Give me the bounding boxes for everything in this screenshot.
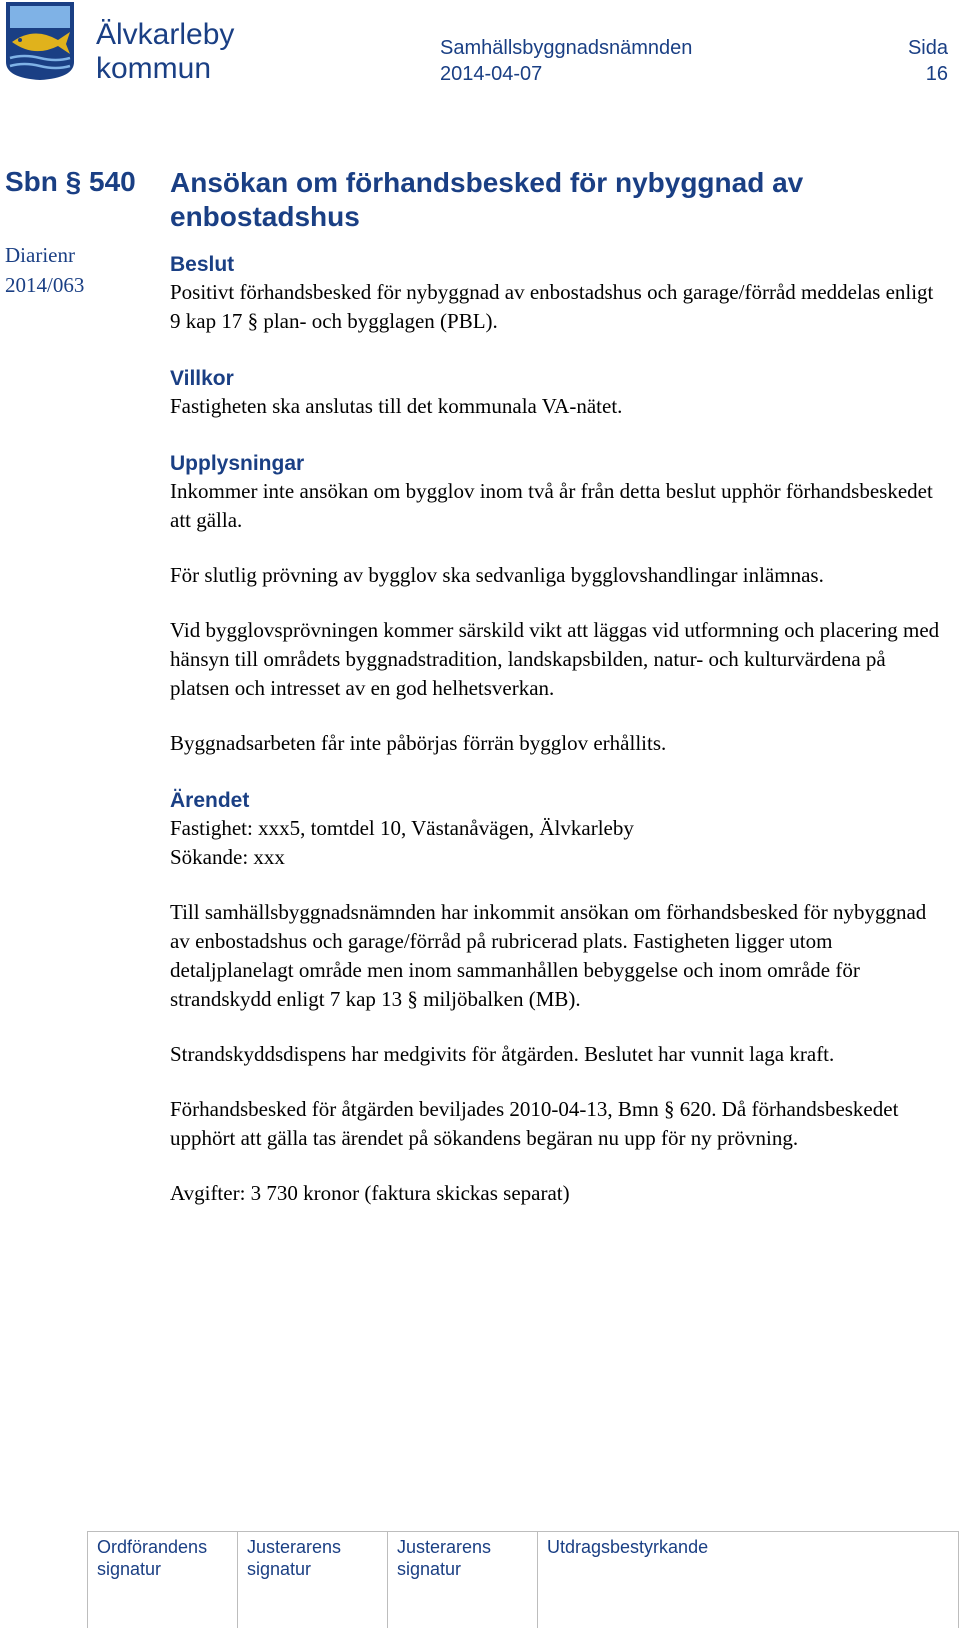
upplysningar-paragraph-3: Vid bygglovsprövningen kommer särskild vikt att läggas vid utformning och placering med hänsyn till områdets byggnadstradition, landskapsbilden, natur- och kulturvärdena på platsen och intresset av en god helhetsverkan. — [170, 618, 940, 700]
diarienr-block — [5, 240, 84, 300]
signature-table — [87, 1531, 959, 1628]
beslut-heading: Beslut — [170, 253, 235, 276]
villkor-text: Fastigheten ska anslutas till det kommunala VA-nätet. — [170, 394, 623, 418]
arendet-heading: Ärendet — [170, 789, 250, 812]
upplysningar-paragraph-2: För slutlig prövning av bygglov ska sedvanliga bygglovshandlingar inlämnas. — [170, 563, 824, 587]
municipality-name — [96, 18, 234, 86]
municipality-logo-icon — [4, 0, 76, 82]
logo-line-2: kommun — [96, 52, 212, 85]
arendet-paragraph-2: Strandskyddsdispens har medgivits för åtgärden. Beslutet har vunnit laga kraft. — [170, 1042, 835, 1066]
signature-cell-certification — [538, 1532, 959, 1628]
page-indicator — [908, 35, 948, 87]
signature-cell-adjuster-1-line-1: Justerarens — [247, 1537, 342, 1557]
signature-cell-chair — [88, 1532, 238, 1628]
paragraph-id: Sbn § 540 — [5, 166, 136, 197]
signature-cell-certification-label: Utdragsbestyrkande — [547, 1537, 709, 1557]
avgifter-line: Avgifter: 3 730 kronor (faktura skickas separat) — [170, 1181, 570, 1205]
beslut-text: Positivt förhandsbesked för nybyggnad av enbostadshus och garage/förråd meddelas enligt 9 kap 17 § plan- och bygglagen (PBL). — [170, 280, 934, 333]
committee-name: Samhällsbyggnadsnämnden — [440, 37, 693, 59]
document-body — [170, 166, 940, 1208]
document-title: Ansökan om förhandsbesked för nybyggnad av enbostadshus — [170, 167, 804, 232]
signature-cell-chair-line-1: Ordförandens — [97, 1537, 208, 1557]
signature-cell-adjuster-1 — [238, 1532, 388, 1628]
arendet-paragraph-1: Till samhällsbyggnadsnämnden har inkommit ansökan om förhandsbesked för nybyggnad av enbostadshus och garage/förråd på rubricerad plats. Fastigheten ligger utom detaljplanelagt område men inom sammanhållen bebyggelse och inom område för strandskydd enligt 7 kap 13 § miljöbalken (MB). — [170, 900, 927, 1011]
upplysningar-heading: Upplysningar — [170, 452, 305, 475]
meeting-date: 2014-04-07 — [440, 63, 543, 85]
page-number: 16 — [925, 63, 948, 85]
diarienr-value: 2014/063 — [5, 273, 85, 297]
sokande-line: Sökande: xxx — [170, 845, 285, 869]
signature-cell-adjuster-1-line-2: signatur — [247, 1559, 312, 1579]
logo-line-1: Älvkarleby — [96, 18, 235, 51]
diarienr-label: Diarienr — [5, 243, 75, 267]
signature-cell-chair-line-2: signatur — [97, 1559, 162, 1579]
page-label: Sida — [907, 37, 948, 59]
signature-cell-adjuster-2 — [388, 1532, 538, 1628]
header-meta — [440, 35, 692, 87]
villkor-heading: Villkor — [170, 367, 234, 390]
signature-cell-adjuster-2-line-2: signatur — [397, 1559, 462, 1579]
upplysningar-paragraph-1: Inkommer inte ansökan om bygglov inom två år från detta beslut upphör förhandsbeskedet att gälla. — [170, 479, 933, 532]
signature-cell-adjuster-2-line-1: Justerarens — [397, 1537, 492, 1557]
upplysningar-paragraph-4: Byggnadsarbeten får inte påbörjas förrän bygglov erhållits. — [170, 731, 667, 755]
fastighet-line: Fastighet: xxx5, tomtdel 10, Västanåvägen, Älvkarleby — [170, 816, 634, 840]
arendet-paragraph-3: Förhandsbesked för åtgärden beviljades 2010-04-13, Bmn § 620. Då förhandsbeskedet upphört att gälla tas ärendet på sökandens begäran nu upp för ny prövning. — [170, 1097, 899, 1150]
